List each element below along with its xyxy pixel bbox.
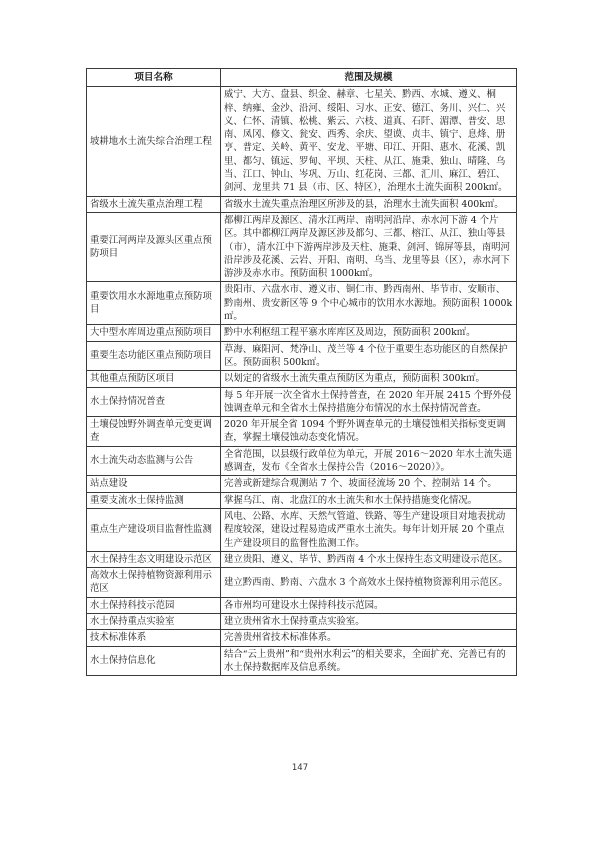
scope-cell: 全省范围，以县级行政单位为单元，开展 2016～2020 年水土流失遥感调查，发布《全省水土保持公告（2016～2020）》。 bbox=[221, 446, 517, 476]
scope-cell: 建立贵州省水土保持重点实验室。 bbox=[221, 613, 517, 629]
scope-cell: 都柳江两岸及源区、清水江两岸、南明河沿岸、赤水河下游 4 个片区。其中都柳江两岸及源区涉及都匀、三都、榕江、从江、独山等县（市），清水江中下游两岸涉及天柱、施秉、剑河、锦屏等县，南明河沿岸涉及花溪、云岩、开阳、南明、乌当、龙里等县（区），赤水河下游涉及赤水市。预防面积 1000k㎡。 bbox=[221, 212, 517, 281]
project-name-cell: 重要生态功能区重点预防项目 bbox=[87, 341, 221, 371]
table-row bbox=[87, 646, 517, 676]
project-name-cell: 其他重点预防区项目 bbox=[87, 371, 221, 387]
project-name-cell: 重点生产建设项目监督性监测 bbox=[87, 508, 221, 551]
scope-cell: 草海、麻阳河、梵净山、茂兰等 4 个位于重要生态功能区的自然保护区。预防面积 500k㎡。 bbox=[221, 341, 517, 371]
table-row bbox=[87, 613, 517, 629]
table-row bbox=[87, 508, 517, 551]
project-name-cell: 水土保持科技示范园 bbox=[87, 597, 221, 613]
table-row bbox=[87, 492, 517, 508]
table-row bbox=[87, 282, 517, 325]
project-name-cell: 重要饮用水水源地重点预防项目 bbox=[87, 282, 221, 325]
table-row bbox=[87, 212, 517, 281]
table-row bbox=[87, 87, 517, 196]
project-name-cell: 水土保持信息化 bbox=[87, 646, 221, 676]
table-header-row bbox=[87, 69, 517, 87]
project-name-cell: 技术标准体系 bbox=[87, 630, 221, 646]
scope-cell: 黔中水利枢纽工程平寨水库库区及周边，预防面积 200k㎡。 bbox=[221, 325, 517, 341]
table-row bbox=[87, 325, 517, 341]
scope-cell: 各市州均可建设水土保持科技示范园。 bbox=[221, 597, 517, 613]
scope-cell: 省级水土流失重点治理区所涉及的县，治理水土流失面积 400k㎡。 bbox=[221, 196, 517, 212]
table-row bbox=[87, 568, 517, 598]
project-name-cell: 重要支流水土保持监测 bbox=[87, 492, 221, 508]
table-row bbox=[87, 630, 517, 646]
project-name-cell: 水土保持情况普查 bbox=[87, 387, 221, 417]
project-name-cell: 水土保持重点实验室 bbox=[87, 613, 221, 629]
scope-cell: 建立贵阳、遵义、毕节、黔西南 4 个水土保持生态文明建设示范区。 bbox=[221, 551, 517, 567]
project-name-cell: 省级水土流失重点治理工程 bbox=[87, 196, 221, 212]
table-row bbox=[87, 597, 517, 613]
document-page bbox=[86, 68, 516, 676]
scope-cell: 风电、公路、水库、天然气管道、铁路、等生产建设项目对地表扰动程度较深，建设过程易造成严重水土流失。每年计划开展 20 个重点生产建设项目的监督性监测工作。 bbox=[221, 508, 517, 551]
scope-cell: 掌握乌江、南、北盘江的水土流失和水土保持措施变化情况。 bbox=[221, 492, 517, 508]
table-row bbox=[87, 387, 517, 417]
scope-cell: 结合“云上贵州”和“贵州水利云”的相关要求，全面扩充、完善已有的水土保持数据库及信息系统。 bbox=[221, 646, 517, 676]
scope-cell: 建立黔西南、黔南、六盘水 3 个高效水土保持植物资源利用示范区。 bbox=[221, 568, 517, 598]
scope-cell: 完善或新建综合观测站 7 个、坡面径流场 20 个、控制站 14 个。 bbox=[221, 476, 517, 492]
header-project-name: 项目名称 bbox=[87, 69, 221, 87]
table-row bbox=[87, 196, 517, 212]
table-row bbox=[87, 417, 517, 447]
scope-cell: 威宁、大方、盘县、织金、赫章、七星关、黔西、水城、遵义、桐梓、纳雍、金沙、沿河、绥阳、习水、正安、德江、务川、兴仁、兴义、仁怀、清镇、松桃、紫云、六枝、道真、石阡、湄潭、普安、思南、凤冈、修文、瓮安、西秀、余庆、望谟、贞丰、镇宁、息烽、册亨、普定、关岭、黄平、安龙、平塘、印江、开阳、惠水、花溪、凯里、都匀、镇远、罗甸、平坝、天柱、从江、施秉、独山、晴隆、乌当、江口、钟山、岑巩、万山、红花岗、三都、汇川、麻江、碧江、剑河、龙里共 71 县（市、区、特区），治理水土流失面积 200k㎡。 bbox=[221, 87, 517, 196]
table-row bbox=[87, 341, 517, 371]
table-row bbox=[87, 551, 517, 567]
scope-cell: 2020 年开展全省 1094 个野外调查单元的土壤侵蚀相关指标变更调查，掌握土壤侵蚀动态变化情况。 bbox=[221, 417, 517, 447]
project-name-cell: 坡耕地水土流失综合治理工程 bbox=[87, 87, 221, 196]
table-row bbox=[87, 371, 517, 387]
project-name-cell: 水土保持生态文明建设示范区 bbox=[87, 551, 221, 567]
scope-cell: 每 5 年开展一次全省水土保持普查，在 2020 年开展 2415 个野外侵蚀调查单元和全省水土保持措施分布情况的水土保持情况普查。 bbox=[221, 387, 517, 417]
table-row bbox=[87, 446, 517, 476]
scope-cell: 以划定的省级水土流失重点预防区为重点，预防面积 300k㎡。 bbox=[221, 371, 517, 387]
scope-cell: 贵阳市、六盘水市、遵义市、铜仁市、黔西南州、毕节市、安顺市、黔南州、贵安新区等 9 个中心城市的饮用水水源地。预防面积 1000k㎡。 bbox=[221, 282, 517, 325]
project-name-cell: 土壤侵蚀野外调查单元变更调查 bbox=[87, 417, 221, 447]
project-name-cell: 站点建设 bbox=[87, 476, 221, 492]
project-scope-table bbox=[86, 68, 517, 676]
page-number: 147 bbox=[291, 763, 309, 773]
project-name-cell: 高效水土保持植物资源利用示范区 bbox=[87, 568, 221, 598]
table-row bbox=[87, 476, 517, 492]
project-name-cell: 重要江河两岸及源头区重点预防项目 bbox=[87, 212, 221, 281]
scope-cell: 完善贵州省技术标准体系。 bbox=[221, 630, 517, 646]
header-scope: 范围及规模 bbox=[221, 69, 517, 87]
project-name-cell: 大中型水库周边重点预防项目 bbox=[87, 325, 221, 341]
project-name-cell: 水土流失动态监测与公告 bbox=[87, 446, 221, 476]
